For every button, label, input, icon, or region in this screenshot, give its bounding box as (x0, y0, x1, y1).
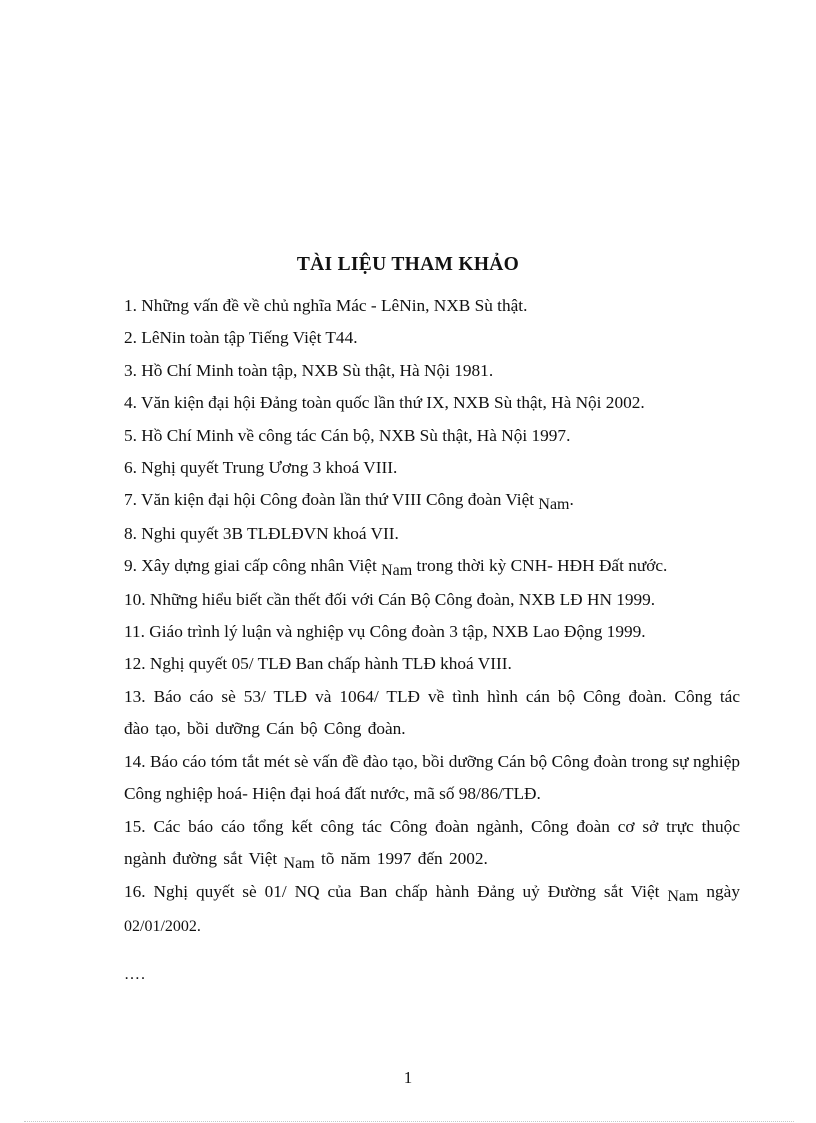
reference-item (124, 811, 740, 877)
reference-item: 6. Nghị quyết Trung Ương 3 khoá VIII. (124, 458, 398, 478)
reference-item (124, 550, 740, 583)
page-number: 1 (403, 1068, 413, 1087)
reference-list (124, 290, 740, 1007)
reference-item: 12. Nghị quyết 05/ TLĐ Ban chấp hành TLĐ khoá VIII. (124, 654, 512, 674)
reference-subscript: Nam (283, 854, 315, 872)
reference-subscript: Nam (381, 562, 413, 580)
reference-item: 10. Những hiểu biết cần thết đối với Cán Bộ Công đoàn, NXB LĐ HN 1999. (124, 589, 656, 609)
reference-item: 3. Hồ Chí Minh toàn tập, NXB Sù thật, Hà Nội 1981. (124, 360, 494, 380)
reference-item: 1. Những vấn đề về chủ nghĩa Mác - LêNin, NXB Sù thật. (124, 296, 528, 315)
reference-item: 5. Hồ Chí Minh về công tác Cán bộ, NXB Sù thật, Hà Nội 1997. (124, 425, 571, 445)
reference-item: 8. Nghi quyết 3B TLĐLĐVN khoá VII. (124, 523, 399, 543)
reference-item: 2. LêNin toàn tập Tiếng Việt T44. (124, 328, 358, 348)
reference-item: 11. Giáo trình lý luận và nghiệp vụ Công đoàn 3 tập, NXB Lao Động 1999. (124, 622, 646, 642)
reference-item: 13. Báo cáo sè 53/ TLĐ và 1064/ TLĐ về tình hình cán bộ Công đoàn. Công tác đào tạo, bồi dưỡng Cán bộ Công đoàn. (124, 686, 740, 739)
reference-text: . (196, 917, 201, 935)
reference-date: 02/01/2002 (124, 917, 197, 935)
reference-text: tõ năm 1997 đến 2002. (314, 848, 488, 868)
reference-text: 15. Các báo cáo tổng kết công tác Công đoàn ngành, Công đoàn cơ sở trực thuộc ngành đường sắt Việt (124, 816, 740, 868)
reference-text: 9. Xây dựng giai cấp công nhân Việt (124, 556, 382, 576)
reference-text: ngày (698, 882, 740, 902)
reference-text: 7. Văn kiện đại hội Công đoàn lần thứ VIII Công đoàn Việt (124, 490, 539, 510)
reference-text: . (569, 490, 574, 510)
page-title: TÀI LIỆU THAM KHẢO (296, 254, 520, 275)
ellipsis: …. (124, 966, 146, 984)
reference-item (124, 484, 740, 517)
reference-item: 14. Báo cáo tóm tắt mét sè vấn đề đào tạo, bồi dưỡng Cán bộ Công đoàn trong sự nghiệp Công nghiệp hoá- Hiện đại hoá đất nước, mã số 98/86/TLĐ. (124, 751, 740, 804)
reference-item (124, 876, 740, 943)
reference-text: trong thời kỳ CNH- HĐH Đất nước. (412, 556, 668, 576)
reference-text: 16. Nghị quyết sè 01/ NQ của Ban chấp hành Đảng uỷ Đường sắt Việt (124, 882, 668, 902)
reference-item: 4. Văn kiện đại hội Đảng toàn quốc lần thứ IX, NXB Sù thật, Hà Nội 2002. (124, 393, 645, 413)
page-boundary-divider (24, 1121, 794, 1122)
reference-subscript: Nam (667, 888, 699, 906)
reference-subscript: Nam (538, 496, 570, 514)
